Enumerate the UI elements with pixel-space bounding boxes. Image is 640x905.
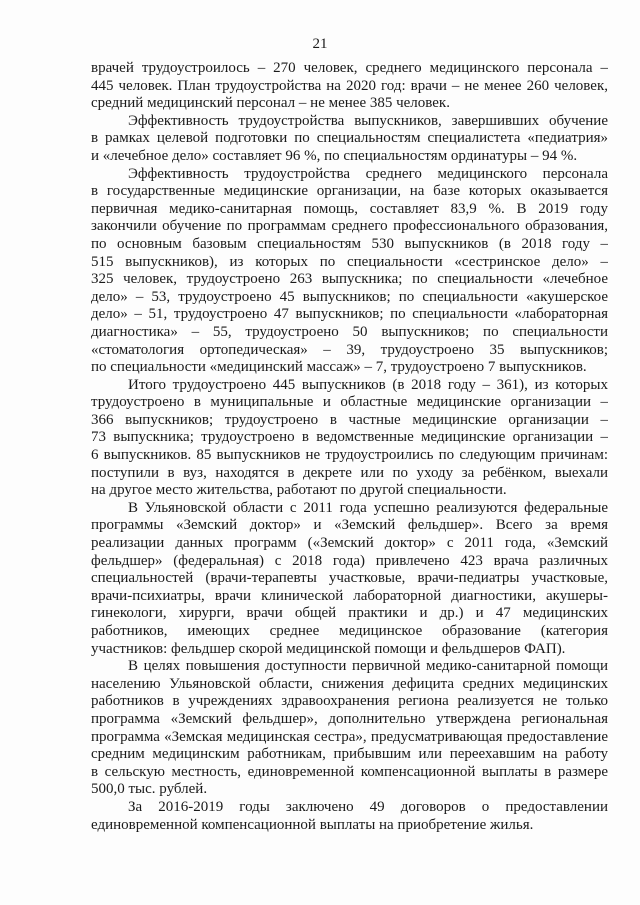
text-line: средний медицинский персонал – не менее 385 человек. [91,95,450,112]
text-line: дело» – 53, трудоустроено 45 выпускников; по специальности «акушерское [91,288,608,305]
text-line: 366 выпускников; трудоустроено в частные медицинские организации – [91,411,608,428]
document-body [91,60,608,834]
text-line: Эффективность трудоустройства среднего медицинского персонала [128,165,608,182]
text-line: первичная медико-санитарная помощь, составляет 83,9 %. В 2019 году [91,200,608,217]
text-line: поступили в вуз, находятся в декрете или по уходу за ребёнком, выехали [91,464,608,481]
text-line: трудоустроено в муниципальные и областные медицинские организации – [91,394,608,411]
text-line: закончили обучение по программам среднего профессионального образования, [91,218,608,235]
text-line: участников: фельдшер скорой медицинской помощи и фельдшеров ФАП). [91,640,566,657]
text-line: средним медицинским работникам, прибывшим или переехавшим на работу [91,746,608,763]
text-line: 445 человек. План трудоустройства на 2020 год: врачи – не менее 260 человек, [91,77,608,94]
text-line: работников в учреждениях здравоохранения региона реализуется не только [91,693,608,710]
text-line: реализации данных программ («Земский доктор» с 2011 года, «Земский [91,535,608,552]
text-line: врачи-психиатры, врачи клинической лабораторной диагностики, акушеры- [91,587,608,604]
page-number: 21 [312,36,328,52]
text-line: программа «Земский фельдшер», дополнительно утверждена региональная [91,710,608,727]
text-line: программы «Земский доктор» и «Земский фельдшер». Всего за время [91,517,608,534]
text-line: в сельскую местность, единовременной компенсационной выплаты в размере [91,763,608,780]
paragraph-2 [91,113,608,166]
text-line: В Ульяновской области с 2011 года успешно реализуются федеральные [128,499,608,516]
paragraph-4 [91,377,608,500]
text-line: населению Ульяновской области, снижения дефицита средних медицинских [91,675,608,692]
text-line: гинекологи, хирурги, врачи общей практики и др.) и 47 медицинских [91,605,608,622]
text-line: В целях повышения доступности первичной медико-санитарной помощи [128,658,608,675]
text-line: «стоматология ортопедическая» – 39, трудоустроено 35 выпускников; [91,341,608,358]
paragraph-1 [91,60,608,113]
text-line: 500,0 тыс. рублей. [91,781,208,798]
text-line: на другое место жительства, работают по другой специальности. [91,482,507,499]
text-line: работников, имеющих среднее медицинское образование (категория [91,623,608,639]
text-line: 515 выпускников), из которых по специальности «сестринское дело» – [91,253,608,270]
text-line: по основным базовым специальностям 530 выпускников (в 2018 году – [91,235,608,252]
text-line: 73 выпускника; трудоустроено в ведомственные медицинские организации – [91,429,608,446]
text-line: За 2016-2019 годы заключено 49 договоров о предоставлении [128,798,608,815]
text-line: фельдшер» (федеральная) с 2018 года) привлечено 423 врача различных [91,552,608,569]
text-line: Итого трудоустроено 445 выпускников (в 2018 году – 361), из которых [128,376,608,393]
text-line: в государственные медицинские организации, на базе которых оказывается [91,183,608,200]
text-line: единовременной компенсационной выплаты на приобретение жилья. [91,816,534,833]
text-line: специальностей (врачи-терапевты участковые, врачи-педиатры участковые, [91,570,608,587]
text-line: по специальности «медицинский массаж» – 7, трудоустроено 7 выпускников. [91,359,587,376]
paragraph-7 [91,799,608,834]
text-line: в рамках целевой подготовки по специальностям специалистета «педиатрия» [91,130,608,147]
text-line: врачей трудоустроилось – 270 человек, среднего медицинского персонала – [91,60,608,76]
text-line: 6 выпускников. 85 выпускников не трудоустроились по следующим причинам: [91,447,608,464]
text-line: дело» – 51, трудоустроено 47 выпускников; по специальности «лабораторная [91,306,608,323]
text-line: 325 человек, трудоустроено 263 выпускника; по специальности «лечебное [91,271,608,288]
text-line: диагностика» – 55, трудоустроено 50 выпускников; по специальности [91,323,608,340]
text-line: и «лечебное дело» составляет 96 %, по специальностям ординатуры – 94 %. [91,147,578,164]
paragraph-3 [91,166,608,377]
text-line: программа «Земская медицинская сестра», предусматривающая предоставление [91,728,608,745]
paragraph-5 [91,500,608,658]
paragraph-6 [91,658,608,799]
text-line: Эффективность трудоустройства выпускников, завершивших обучение [128,112,608,129]
